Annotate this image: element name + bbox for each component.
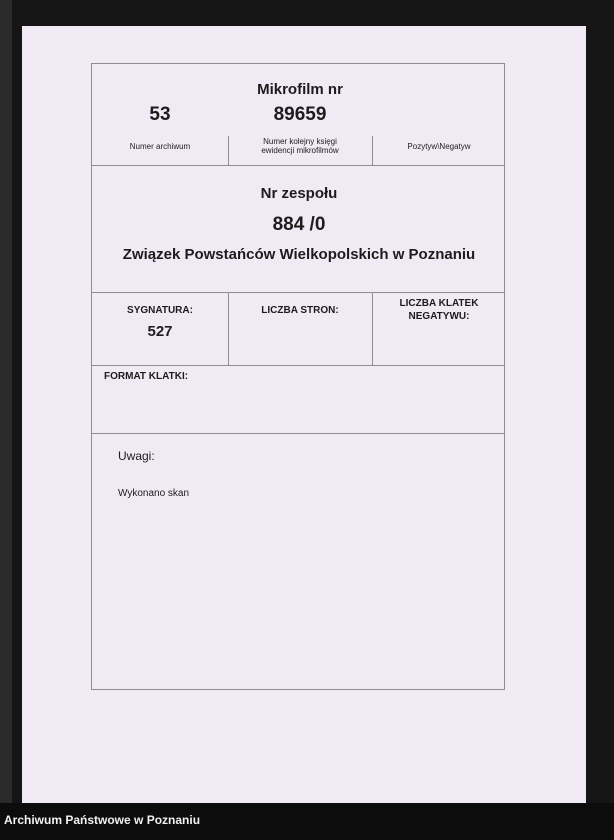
notes-label: Uwagi: <box>118 449 155 463</box>
document-sheet <box>22 26 586 803</box>
row-divider <box>92 365 504 366</box>
frames-label-line1: LICZBA KLATEK <box>399 298 479 309</box>
microfilm-title: Mikrofilm nr <box>257 81 343 98</box>
fond-number: 884 /0 <box>272 214 326 235</box>
pages-label: LICZBA STRON: <box>261 305 339 316</box>
frames-label <box>372 297 506 323</box>
institution-name: Archiwum Państwowe w Poznaniu <box>4 813 201 827</box>
microfilm-number-label <box>228 137 372 155</box>
fond-label: Nr zespołu <box>260 185 338 202</box>
signature-value: 527 <box>147 323 173 340</box>
archive-number: 53 <box>149 104 171 125</box>
frames-label-line2: NEGATYWU: <box>408 311 470 322</box>
row-divider <box>92 165 504 166</box>
frame-format-label: FORMAT KLATKI: <box>104 371 189 382</box>
microfilm-number: 89659 <box>273 104 327 125</box>
fond-name: Związek Powstańców Wielkopolskich w Poznaniu <box>122 246 476 263</box>
row-divider <box>92 433 504 434</box>
scan-edge <box>0 0 12 805</box>
notes-text: Wykonano skan <box>118 488 190 499</box>
microfilm-card <box>91 63 505 690</box>
footer-bar <box>0 803 614 840</box>
row-divider <box>92 292 504 293</box>
microfilm-number-label-line1: Numer kolejny księgi <box>263 137 337 146</box>
col-divider <box>228 292 229 365</box>
archive-number-label: Numer archiwum <box>129 142 191 151</box>
microfilm-number-label-line2: ewidencji mikrofilmów <box>261 146 339 155</box>
positive-negative-label: Pozytyw\Negatyw <box>407 142 471 151</box>
signature-label: SYGNATURA: <box>127 305 193 316</box>
